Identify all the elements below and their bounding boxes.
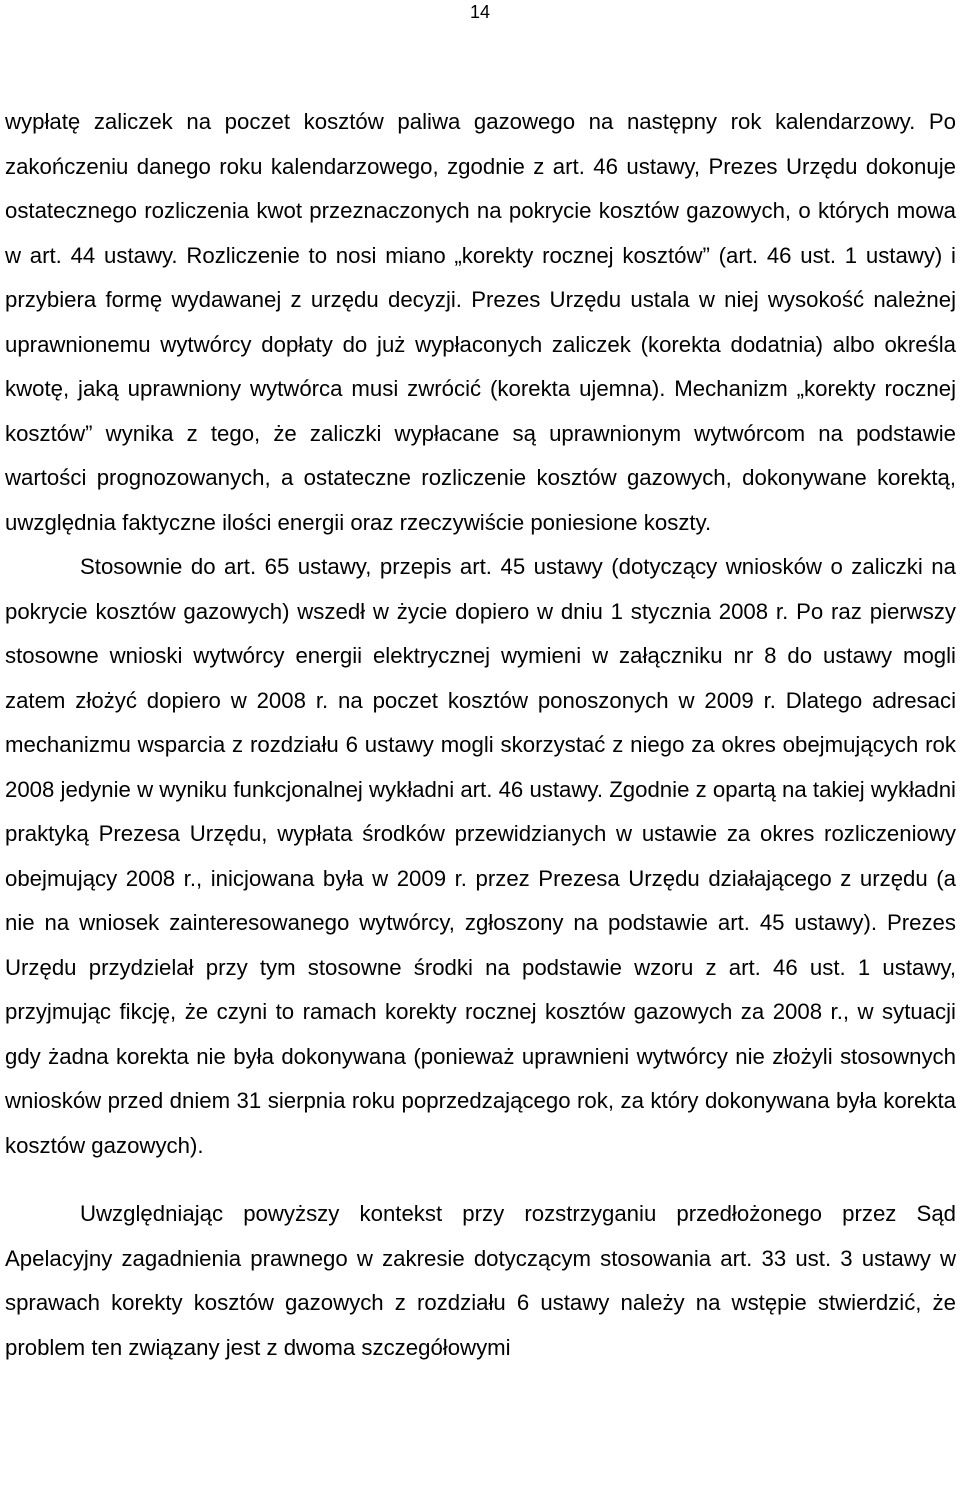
paragraph-2: Stosownie do art. 65 ustawy, przepis art. 45 ustawy (dotyczący wniosków o zaliczki na pokrycie kosztów gazowych) wszedł w życie dopiero w dniu 1 stycznia 2008 r. Po raz pierwszy stosowne wnioski wytwórcy energii elektrycznej wymieni w załączniku nr 8 do ustawy mogli zatem złożyć dopiero w 2008 r. na poczet kosztów ponoszonych w 2009 r. Dlatego adresaci mechanizmu wsparcia z rozdziału 6 ustawy mogli skorzystać z niego za okres obejmujących rok 2008 jedynie w wyniku funkcjonalnej wykładni art. 46 ustawy. Zgodnie z opartą na takiej wykładni praktyką Prezesa Urzędu, wypłata środków przewidzianych w ustawie za okres rozliczeniowy obejmujący 2008 r., inicjowana była w 2009 r. przez Prezesa Urzędu działającego z urzędu (a nie na wniosek zainteresowanego wytwórcy, zgłoszony na podstawie art. 45 ustawy). Prezes Urzędu przydzielał przy tym stosowne środki na podstawie wzoru z art. 46 ust. 1 ustawy, przyjmując fikcję, że czyni to ramach korekty rocznej kosztów gazowych za 2008 r., w sytuacji gdy żadna korekta nie była dokonywana (ponieważ uprawnieni wytwórcy nie złożyli stosownych wniosków przed dniem 31 sierpnia roku poprzedzającego rok, za który dokonywana była korekta kosztów gazowych). <box>5 554 956 1158</box>
document-body <box>5 100 956 1370</box>
paragraph-1: wypłatę zaliczek na poczet kosztów paliwa gazowego na następny rok kalendarzowy. Po zakończeniu danego roku kalendarzowego, zgodnie z art. 46 ustawy, Prezes Urzędu dokonuje ostatecznego rozliczenia kwot przeznaczonych na pokrycie kosztów gazowych, o których mowa w art. 44 ustawy. Rozliczenie to nosi miano „korekty rocznej kosztów” (art. 46 ust. 1 ustawy) i przybiera formę wydawanej z urzędu decyzji. Prezes Urzędu ustala w niej wysokość należnej uprawnionemu wytwórcy dopłaty do już wypłaconych zaliczek (korekta dodatnia) albo określa kwotę, jaką uprawniony wytwórca musi zwrócić (korekta ujemna). Mechanizm „korekty rocznej kosztów” wynika z tego, że zaliczki wypłacane są uprawnionym wytwórcom na podstawie wartości prognozowanych, a ostateczne rozliczenie kosztów gazowych, dokonywane korektą, uwzględnia faktyczne ilości energii oraz rzeczywiście poniesione koszty. <box>5 109 956 535</box>
paragraph-3: Uwzględniając powyższy kontekst przy rozstrzyganiu przedłożonego przez Sąd Apelacyjny zagadnienia prawnego w zakresie dotyczącym stosowania art. 33 ust. 3 ustawy w sprawach korekty kosztów gazowych z rozdziału 6 ustawy należy na wstępie stwierdzić, że problem ten związany jest z dwoma szczegółowymi <box>5 1201 956 1360</box>
page-number: 14 <box>469 2 491 22</box>
